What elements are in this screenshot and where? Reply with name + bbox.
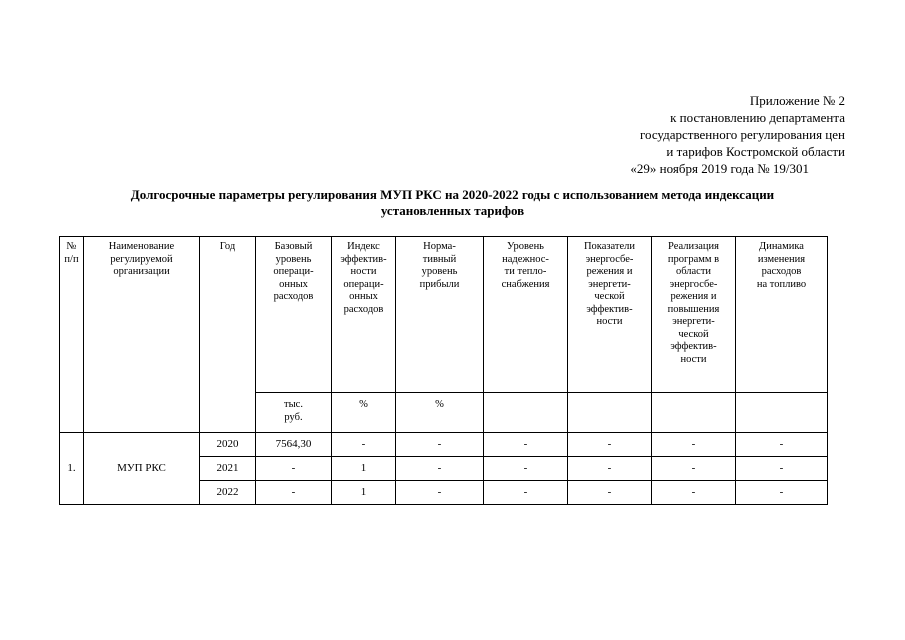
cell-fuel: - bbox=[736, 457, 828, 481]
header-base: Базовый уровень операци- онных расходов bbox=[256, 237, 332, 393]
cell-index: 1 bbox=[332, 457, 396, 481]
cell-base: - bbox=[256, 457, 332, 481]
cell-base: - bbox=[256, 481, 332, 505]
appendix-block bbox=[630, 92, 845, 177]
unit-base: тыс. руб. bbox=[256, 393, 332, 433]
cell-reliability: - bbox=[484, 433, 568, 457]
header-year: Год bbox=[200, 237, 256, 433]
unit-empty bbox=[484, 393, 568, 433]
cell-year: 2022 bbox=[200, 481, 256, 505]
cell-profit: - bbox=[396, 457, 484, 481]
cell-fuel: - bbox=[736, 481, 828, 505]
cell-index: 1 bbox=[332, 481, 396, 505]
cell-energy-eff: - bbox=[568, 481, 652, 505]
cell-energy-eff: - bbox=[568, 457, 652, 481]
unit-empty bbox=[736, 393, 828, 433]
cell-base: 7564,30 bbox=[256, 433, 332, 457]
unit-index: % bbox=[332, 393, 396, 433]
cell-energy-eff: - bbox=[568, 433, 652, 457]
cell-fuel: - bbox=[736, 433, 828, 457]
appendix-line: государственного регулирования цен bbox=[640, 127, 845, 142]
parameters-table bbox=[59, 236, 828, 505]
header-reliability: Уровень надежнос- ти тепло- снабжения bbox=[484, 237, 568, 393]
appendix-date: «29» ноября 2019 года № 19/301 bbox=[630, 161, 809, 176]
cell-reliability: - bbox=[484, 481, 568, 505]
header-fuel: Динамика изменения расходов на топливо bbox=[736, 237, 828, 393]
title-line: Долгосрочные параметры регулирования МУП РКС на 2020-2022 годы с использованием метода индексации bbox=[130, 187, 775, 202]
title-line: установленных тарифов bbox=[380, 203, 525, 218]
cell-profit: - bbox=[396, 433, 484, 457]
header-programs: Реализация программ в области энергосбе- режения и повышения энергети- ческой эффектив- ности bbox=[652, 237, 736, 393]
table-row bbox=[60, 433, 828, 457]
cell-programs: - bbox=[652, 457, 736, 481]
cell-year: 2020 bbox=[200, 433, 256, 457]
table-header-row bbox=[60, 237, 828, 393]
header-energy-eff: Показатели энергосбе- режения и энергети- ческой эффектив- ности bbox=[568, 237, 652, 393]
org-name: МУП РКС bbox=[84, 433, 200, 505]
org-number: 1. bbox=[60, 433, 84, 505]
unit-empty bbox=[652, 393, 736, 433]
cell-programs: - bbox=[652, 433, 736, 457]
appendix-title: Приложение № 2 bbox=[749, 93, 845, 108]
unit-profit: % bbox=[396, 393, 484, 433]
header-num: № п/п bbox=[60, 237, 84, 433]
cell-year: 2021 bbox=[200, 457, 256, 481]
cell-programs: - bbox=[652, 481, 736, 505]
cell-profit: - bbox=[396, 481, 484, 505]
header-profit: Норма- тивный уровень прибыли bbox=[396, 237, 484, 393]
cell-index: - bbox=[332, 433, 396, 457]
cell-reliability: - bbox=[484, 457, 568, 481]
document-title bbox=[60, 187, 845, 219]
header-org: Наименование регулируемой организации bbox=[84, 237, 200, 433]
appendix-line: и тарифов Костромской области bbox=[666, 144, 845, 159]
unit-empty bbox=[568, 393, 652, 433]
appendix-line: к постановлению департамента bbox=[670, 110, 845, 125]
header-index: Индекс эффектив- ности операци- онных расходов bbox=[332, 237, 396, 393]
